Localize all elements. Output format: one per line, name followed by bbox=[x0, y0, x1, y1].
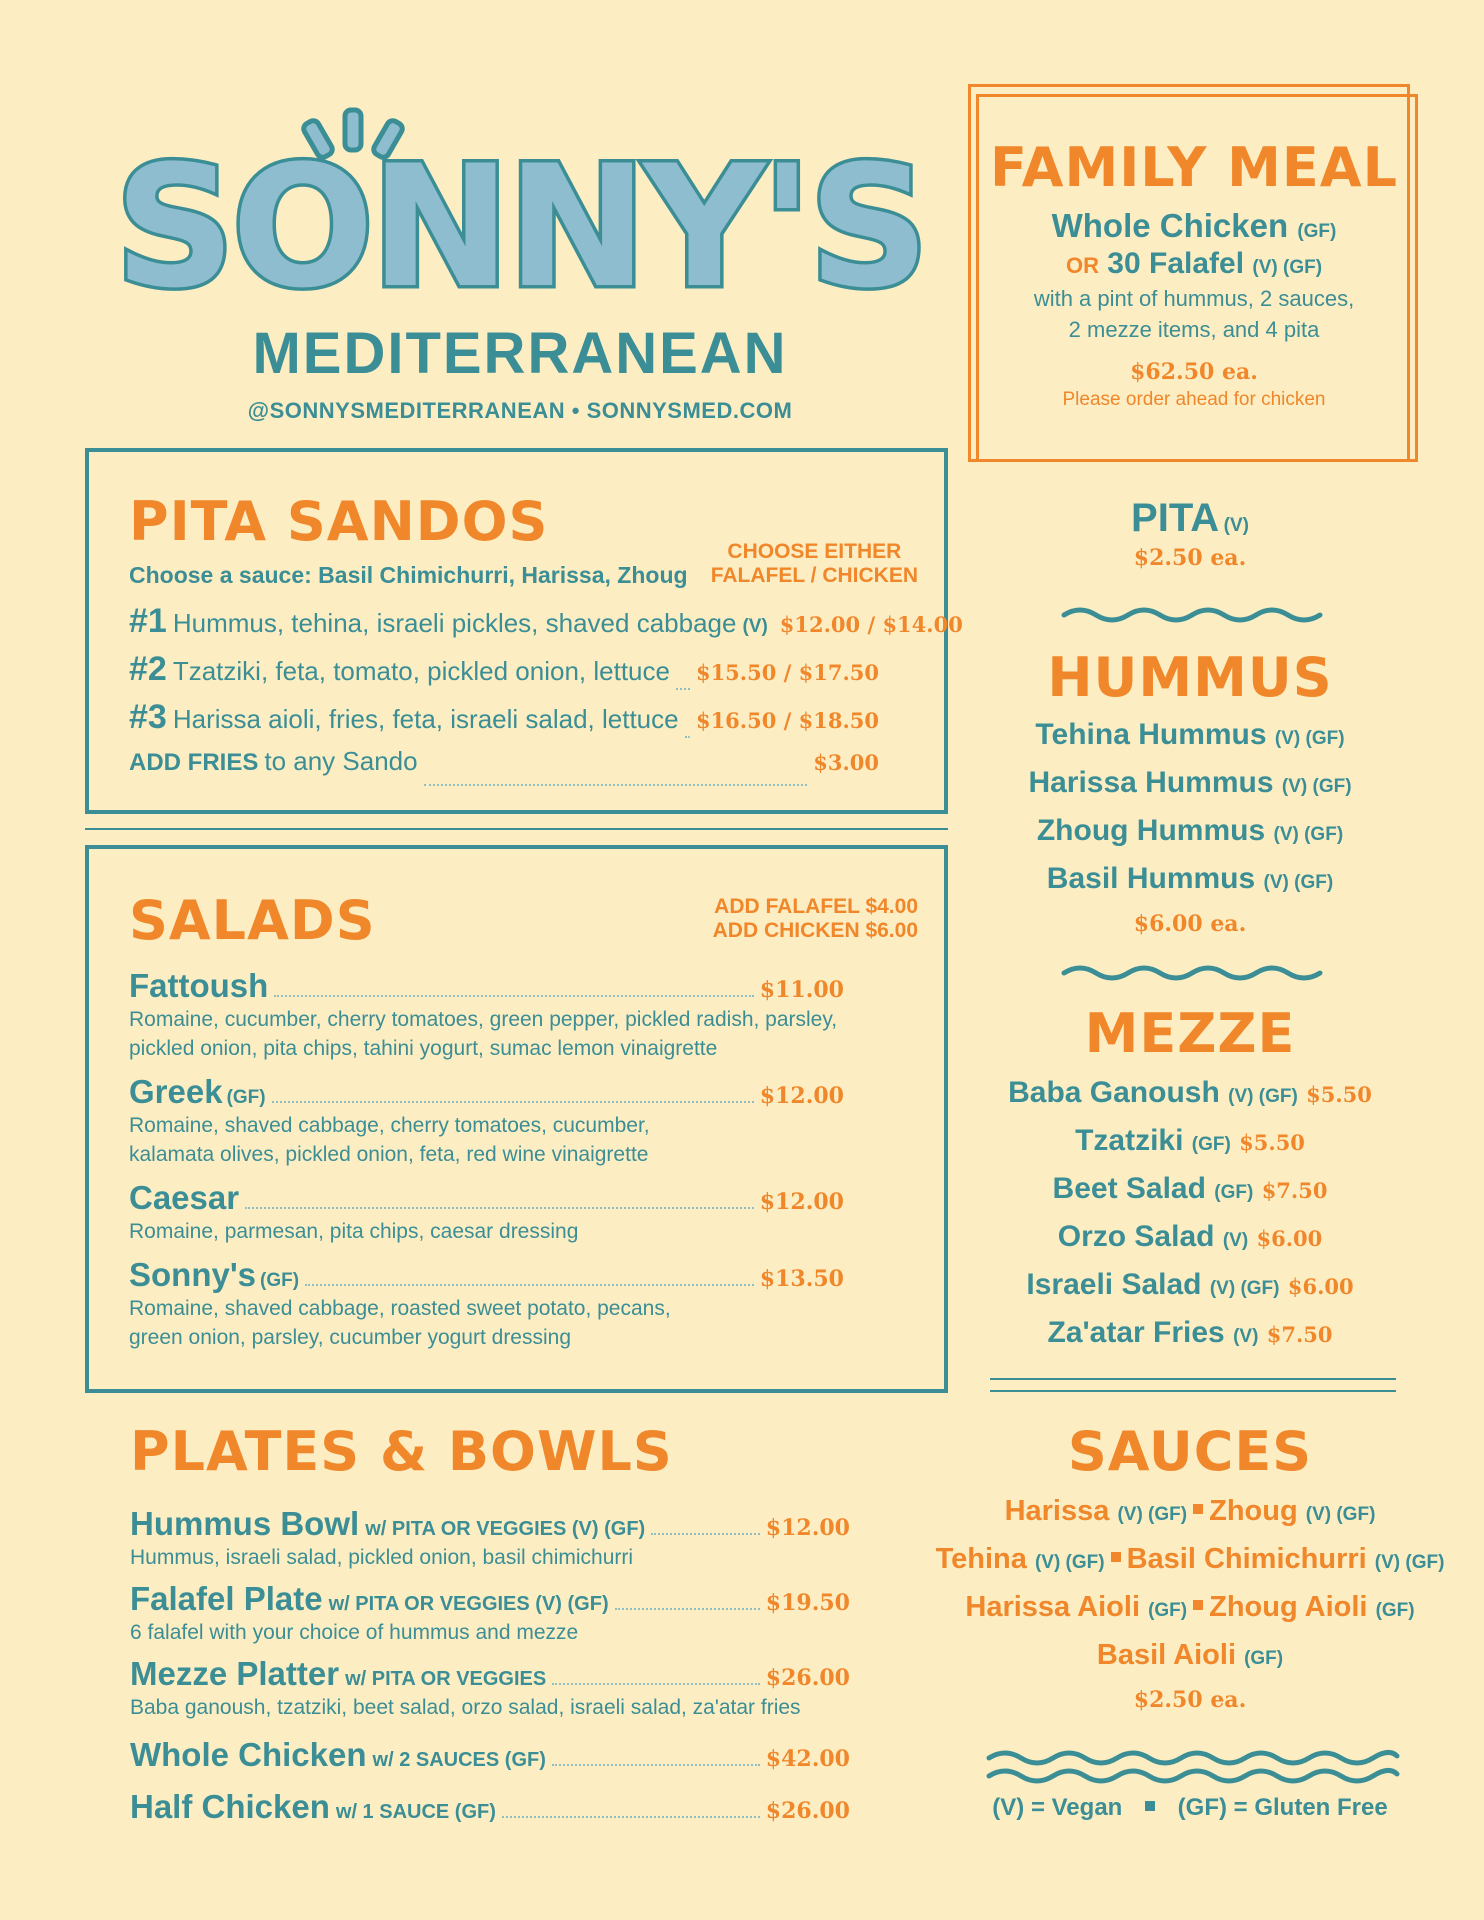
salad-desc: Romaine, parmesan, pita chips, caesar dressing bbox=[129, 1220, 579, 1243]
salad-item bbox=[129, 967, 844, 1063]
option1-tags: (GF) bbox=[1297, 221, 1337, 242]
hummus-price: $6.00 ea. bbox=[1133, 911, 1247, 937]
plate-options: w/ 1 SAUCE (GF) bbox=[335, 1801, 496, 1823]
pita-sandos-title: PITA SANDOS bbox=[129, 490, 549, 553]
family-meal-option2 bbox=[978, 247, 1410, 281]
hummus-section bbox=[960, 646, 1420, 937]
wave-divider-icon bbox=[1060, 960, 1324, 986]
salad-desc: green onion, parsley, cucumber yogurt dressing bbox=[129, 1326, 572, 1349]
salad-desc: kalamata olives, pickled onion, feta, red wine vinaigrette bbox=[129, 1143, 649, 1166]
salad-desc: Romaine, cucumber, cherry tomatoes, green pepper, pickled radish, parsley, bbox=[129, 1008, 838, 1031]
sauce-name: Harissa bbox=[1004, 1495, 1110, 1527]
sando-desc: Hummus, tehina, israeli pickles, shaved cabbage bbox=[172, 608, 737, 638]
mezze-name: Za'atar Fries bbox=[1047, 1316, 1225, 1349]
sauce-row bbox=[920, 1585, 1460, 1633]
sando-desc: Tzatziki, feta, tomato, pickled onion, lettuce bbox=[172, 656, 670, 686]
hummus-name: Zhoug Hummus bbox=[1036, 814, 1266, 847]
sauces-title: SAUCES bbox=[1067, 1420, 1313, 1483]
plate-desc: 6 falafel with your choice of hummus and mezze bbox=[130, 1621, 579, 1644]
sando-price: $16.50 / $18.50 bbox=[695, 708, 879, 733]
hummus-name: Harissa Hummus bbox=[1028, 766, 1274, 799]
sauces-price: $2.50 ea. bbox=[1133, 1687, 1247, 1713]
sonnys-logo bbox=[114, 110, 926, 325]
sauce-row bbox=[920, 1537, 1460, 1585]
option1-name: Whole Chicken bbox=[1051, 207, 1289, 244]
plate-price: $26.00 bbox=[765, 1798, 850, 1824]
protein-choice bbox=[711, 540, 918, 588]
mezze-name: Tzatziki bbox=[1075, 1124, 1184, 1157]
sando-item bbox=[129, 650, 879, 698]
or-label: OR bbox=[1065, 253, 1099, 278]
hummus-item bbox=[960, 809, 1420, 857]
add-chicken: ADD CHICKEN $6.00 bbox=[712, 919, 918, 942]
wave-divider-icon bbox=[1060, 602, 1324, 628]
sauces-section bbox=[920, 1420, 1460, 1713]
plate-price: $42.00 bbox=[765, 1746, 850, 1772]
plate-options: w/ PITA OR VEGGIES (V) (GF) bbox=[328, 1593, 609, 1615]
mezze-title: MEZZE bbox=[1084, 1002, 1296, 1065]
mezze-price: $6.00 bbox=[1287, 1274, 1354, 1299]
mezze-name: Orzo Salad bbox=[1057, 1220, 1215, 1253]
mezze-item bbox=[960, 1119, 1420, 1167]
mezze-tags: (V) bbox=[1233, 1326, 1259, 1347]
section-divider bbox=[85, 828, 948, 830]
salad-price: $11.00 bbox=[759, 977, 844, 1003]
salads-section bbox=[85, 845, 948, 1393]
mezze-item bbox=[960, 1263, 1420, 1311]
legend-gluten-free: (GF) = Gluten Free bbox=[1177, 1794, 1388, 1821]
plate-name: Half Chicken bbox=[130, 1788, 330, 1825]
hummus-title: HUMMUS bbox=[1047, 646, 1333, 709]
dot-leader bbox=[245, 1207, 754, 1209]
sauce-tags: (GF) bbox=[1244, 1648, 1284, 1669]
add-fries-text: to any Sando bbox=[264, 746, 418, 776]
dot-leader bbox=[502, 1816, 760, 1818]
mezze-item bbox=[960, 1311, 1420, 1359]
pita-sandos-section bbox=[85, 448, 963, 814]
dot-leader bbox=[305, 1284, 754, 1286]
wave-divider-icon bbox=[985, 1746, 1401, 1790]
hummus-tags: (V) (GF) bbox=[1273, 824, 1344, 845]
mezze-tags: (GF) bbox=[1191, 1134, 1231, 1155]
section-divider bbox=[990, 1378, 1396, 1380]
sando-tags: (V) bbox=[742, 616, 768, 637]
sauce-tags: (GF) bbox=[1148, 1600, 1188, 1621]
legend-vegan: (V) = Vegan bbox=[992, 1794, 1123, 1821]
salad-item bbox=[129, 1179, 844, 1246]
salad-item bbox=[129, 1073, 844, 1169]
salad-desc: Romaine, shaved cabbage, cherry tomatoes, cucumber, bbox=[129, 1114, 650, 1137]
sauce-row bbox=[920, 1489, 1460, 1537]
sando-price: $15.50 / $17.50 bbox=[695, 660, 879, 685]
hummus-item bbox=[960, 713, 1420, 761]
dot-leader bbox=[552, 1683, 760, 1685]
sauce-tags: (V) (GF) bbox=[1374, 1552, 1445, 1573]
dietary-legend bbox=[960, 1794, 1420, 1822]
mezze-name: Beet Salad bbox=[1052, 1172, 1206, 1205]
salad-name: Caesar bbox=[129, 1179, 240, 1216]
dot-leader bbox=[651, 1533, 760, 1535]
salads-title: SALADS bbox=[129, 889, 376, 952]
mezze-price: $5.50 bbox=[1239, 1130, 1305, 1155]
section-divider bbox=[990, 1390, 1396, 1392]
salad-name: Sonny's bbox=[129, 1256, 257, 1293]
family-meal-note: Please order ahead for chicken bbox=[1062, 389, 1326, 410]
hummus-tags: (V) (GF) bbox=[1274, 728, 1345, 749]
dot-leader bbox=[676, 688, 690, 690]
hummus-tags: (V) (GF) bbox=[1263, 872, 1334, 893]
hummus-tags: (V) (GF) bbox=[1281, 776, 1352, 797]
salad-desc: pickled onion, pita chips, tahini yogurt, sumac lemon vinaigrette bbox=[129, 1037, 718, 1060]
mezze-section bbox=[960, 1002, 1420, 1359]
logo-subtitle: MEDITERRANEAN bbox=[252, 321, 788, 386]
mezze-name: Israeli Salad bbox=[1026, 1268, 1202, 1301]
mezze-price: $7.50 bbox=[1266, 1322, 1333, 1347]
plates-title: PLATES & BOWLS bbox=[130, 1420, 673, 1483]
plate-item bbox=[130, 1580, 850, 1647]
add-fries-price: $3.00 bbox=[813, 750, 879, 775]
mezze-price: $7.50 bbox=[1261, 1178, 1328, 1203]
plate-item bbox=[130, 1788, 850, 1826]
hummus-name: Basil Hummus bbox=[1046, 862, 1256, 895]
mezze-tags: (GF) bbox=[1214, 1182, 1254, 1203]
sauce-tags: (V) (GF) bbox=[1034, 1552, 1105, 1573]
plate-price: $12.00 bbox=[765, 1515, 850, 1541]
family-desc-line1: with a pint of hummus, 2 sauces, bbox=[1033, 286, 1355, 311]
option2-tags: (V) (GF) bbox=[1252, 257, 1323, 278]
plate-options: w/ PITA OR VEGGIES (V) (GF) bbox=[365, 1518, 646, 1540]
sauce-name: Zhoug Aioli bbox=[1209, 1591, 1368, 1623]
hummus-item bbox=[960, 761, 1420, 809]
salad-addons bbox=[713, 895, 918, 943]
add-falafel: ADD FALAFEL $4.00 bbox=[714, 895, 918, 918]
sando-list bbox=[129, 602, 963, 794]
plate-desc: Hummus, israeli salad, pickled onion, basil chimichurri bbox=[130, 1546, 634, 1569]
sauce-name: Basil Aioli bbox=[1096, 1639, 1236, 1671]
option2-name: 30 Falafel bbox=[1107, 247, 1245, 280]
salad-item bbox=[129, 1256, 844, 1352]
logo-wordmark: SONNY'S bbox=[114, 129, 926, 325]
add-fries-label: ADD FRIES bbox=[129, 749, 259, 776]
sauce-row bbox=[920, 1633, 1460, 1681]
salad-list bbox=[129, 967, 844, 1362]
mezze-item bbox=[960, 1167, 1420, 1215]
sauce-tags: (V) (GF) bbox=[1305, 1504, 1376, 1525]
dot-leader bbox=[685, 736, 690, 738]
sando-item bbox=[129, 602, 963, 650]
sauce-name: Tehina bbox=[935, 1543, 1027, 1575]
salad-price: $12.00 bbox=[759, 1083, 844, 1109]
protein-choice-line2: FALAFEL / CHICKEN bbox=[710, 564, 918, 587]
sauce-tags: (GF) bbox=[1375, 1600, 1415, 1621]
plate-name: Whole Chicken bbox=[130, 1736, 367, 1773]
mezze-tags: (V) (GF) bbox=[1228, 1086, 1298, 1107]
mezze-price: $5.50 bbox=[1306, 1082, 1372, 1107]
salad-name: Fattoush bbox=[129, 967, 269, 1004]
plate-name: Mezze Platter bbox=[130, 1655, 340, 1692]
pita-tags: (V) bbox=[1223, 515, 1249, 536]
sando-number: #3 bbox=[129, 698, 167, 736]
sando-item bbox=[129, 698, 879, 746]
salad-tags: (GF) bbox=[226, 1087, 266, 1108]
dot-leader bbox=[272, 1101, 754, 1103]
plate-options: w/ 2 SAUCES (GF) bbox=[372, 1749, 546, 1771]
sauce-tags: (V) (GF) bbox=[1117, 1504, 1188, 1525]
mezze-name: Baba Ganoush bbox=[1008, 1076, 1220, 1109]
family-meal-desc bbox=[978, 283, 1410, 345]
mezze-tags: (V) bbox=[1222, 1230, 1249, 1251]
social-handle: @SONNYSMEDITERRANEAN • SONNYSMED.COM bbox=[247, 398, 793, 423]
bullet-square-icon bbox=[1193, 1504, 1203, 1514]
sando-number: #2 bbox=[129, 650, 167, 688]
plate-item bbox=[130, 1655, 850, 1722]
plate-price: $26.00 bbox=[765, 1665, 850, 1691]
pita-price: $2.50 ea. bbox=[1133, 545, 1247, 571]
plate-desc: Baba ganoush, tzatziki, beet salad, orzo salad, israeli salad, za'atar fries bbox=[130, 1696, 801, 1719]
mezze-item bbox=[960, 1071, 1420, 1119]
bullet-square-icon bbox=[1111, 1552, 1121, 1562]
plate-name: Hummus Bowl bbox=[130, 1505, 360, 1542]
plate-item bbox=[130, 1736, 850, 1774]
pita-title: PITA bbox=[1131, 496, 1220, 540]
plate-price: $19.50 bbox=[765, 1590, 850, 1616]
dot-leader bbox=[274, 995, 753, 997]
sauce-name: Zhoug bbox=[1209, 1495, 1298, 1527]
sando-desc: Harissa aioli, fries, feta, israeli salad, lettuce bbox=[172, 704, 679, 734]
salad-tags: (GF) bbox=[260, 1270, 300, 1291]
plates-bowls-section bbox=[130, 1420, 850, 1834]
salad-price: $12.00 bbox=[759, 1189, 844, 1215]
pita-section bbox=[960, 496, 1420, 571]
dot-leader bbox=[424, 784, 808, 786]
plate-options: w/ PITA OR VEGGIES bbox=[345, 1668, 547, 1690]
family-meal-box bbox=[978, 96, 1410, 454]
sando-price: $12.00 / $14.00 bbox=[779, 612, 963, 637]
bullet-square-icon bbox=[1145, 1801, 1155, 1811]
mezze-item bbox=[960, 1215, 1420, 1263]
sauce-name: Basil Chimichurri bbox=[1126, 1543, 1367, 1575]
hummus-name: Tehina Hummus bbox=[1035, 718, 1267, 751]
dot-leader bbox=[552, 1764, 760, 1766]
family-meal-title: FAMILY MEAL bbox=[989, 136, 1399, 199]
dot-leader bbox=[615, 1608, 760, 1610]
plate-name: Falafel Plate bbox=[130, 1580, 323, 1617]
hummus-item bbox=[960, 857, 1420, 905]
bullet-square-icon bbox=[1193, 1600, 1203, 1610]
sando-number: #1 bbox=[129, 602, 167, 640]
family-meal-price: $62.50 ea. bbox=[1130, 359, 1258, 385]
family-desc-line2: 2 mezze items, and 4 pita bbox=[1068, 317, 1320, 342]
salad-desc: Romaine, shaved cabbage, roasted sweet potato, pecans, bbox=[129, 1297, 671, 1320]
salad-price: $13.50 bbox=[759, 1266, 844, 1292]
add-fries-row bbox=[129, 746, 879, 794]
mezze-price: $6.00 bbox=[1256, 1226, 1323, 1251]
mezze-tags: (V) (GF) bbox=[1209, 1278, 1280, 1299]
salad-name: Greek bbox=[129, 1073, 223, 1110]
family-meal-option1 bbox=[978, 207, 1410, 245]
sauce-name: Harissa Aioli bbox=[965, 1591, 1140, 1623]
plate-item bbox=[130, 1505, 850, 1572]
protein-choice-line1: CHOOSE EITHER bbox=[727, 540, 902, 563]
sauce-choice: Choose a sauce: Basil Chimichurri, Harissa, Zhoug bbox=[129, 562, 688, 588]
